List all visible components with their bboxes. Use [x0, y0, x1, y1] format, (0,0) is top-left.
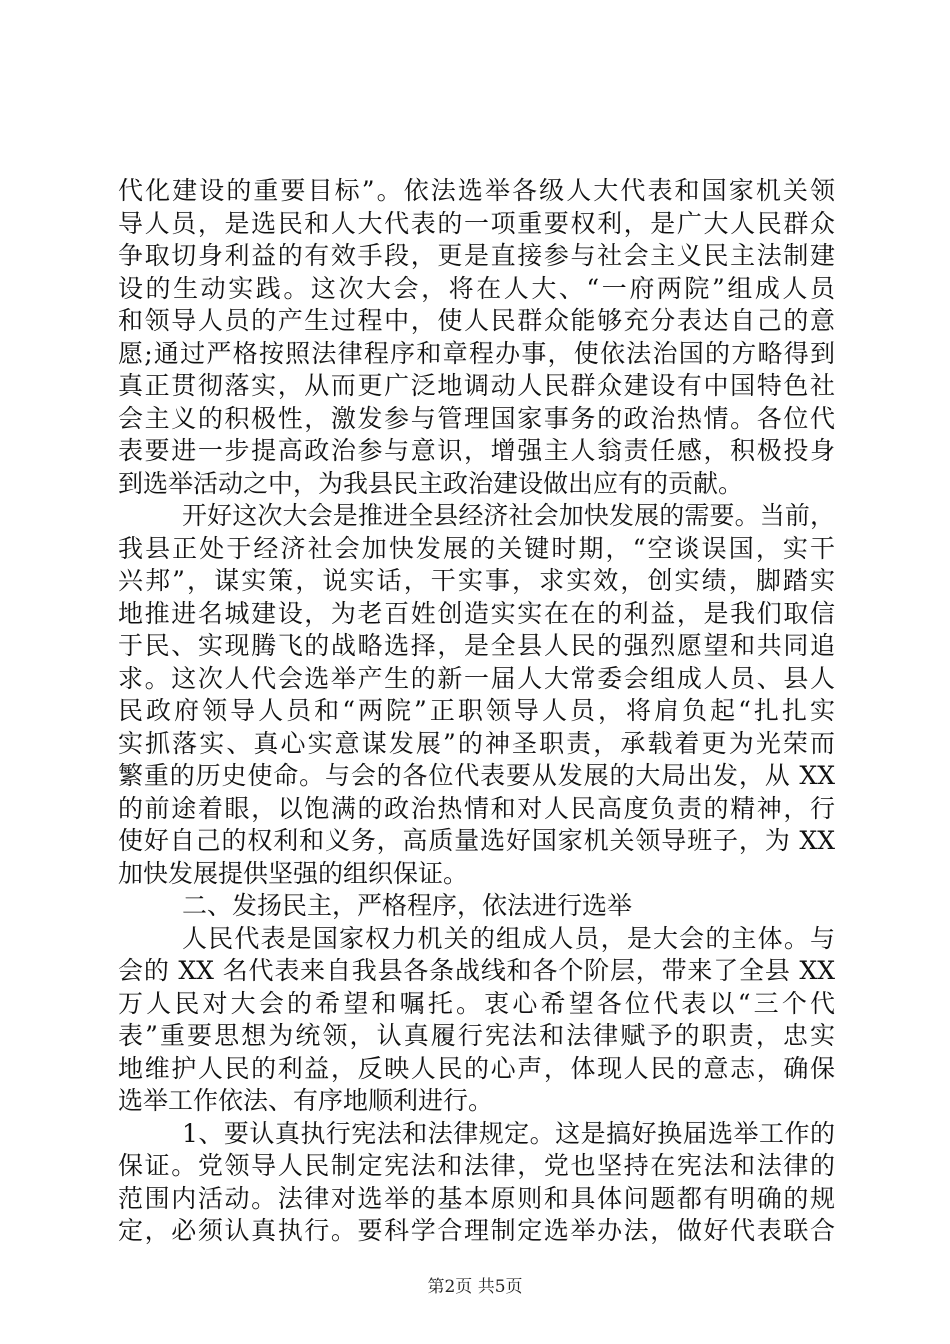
- text-line: 开好这次大会是推进全县经济社会加快发展的需要。当前，: [182, 501, 835, 530]
- text-line: 范围内活动。法律对选举的基本原则和具体问题都有明确的规: [118, 1183, 835, 1213]
- text-line: 定，必须认真执行。要科学合理制定选举办法，做好代表联合: [118, 1216, 835, 1245]
- text-line: 和领导人员的产生过程中，使人民群众能够充分表达自己的意: [118, 306, 835, 335]
- text-line: 愿;通过严格按照法律程序和章程办事，使依法治国的方略得到: [118, 338, 835, 368]
- text-line: 地维护人民的利益，反映人民的心声，体现人民的意志，确保: [118, 1053, 835, 1083]
- text-line: 使好自己的权利和义务，高质量选好国家机关领导班子，为 XX: [118, 826, 835, 855]
- text-line: 我县正处于经济社会加快发展的关键时期，“空谈误国，实干: [118, 533, 835, 563]
- text-line: 的前途着眼，以饱满的政治热情和对人民高度负责的精神，行: [118, 793, 835, 823]
- text-line: 人民代表是国家权力机关的组成人员，是大会的主体。与: [182, 923, 835, 953]
- text-line: 实抓落实、真心实意谋发展”的神圣职责，承载着更为光荣而: [118, 728, 835, 758]
- text-line: 会的 XX 名代表来自我县各条战线和各个阶层，带来了全县 XX: [118, 956, 835, 985]
- text-line: 到选举活动之中，为我县民主政治建设做出应有的贡献。: [118, 468, 744, 498]
- text-line: 加快发展提供坚强的组织保证。: [118, 858, 469, 888]
- text-line: 设的生动实践。这次大会，将在人大、“一府两院”组成人员: [118, 273, 835, 303]
- text-line: 二、发扬民主，严格程序，依法进行选举: [182, 891, 633, 920]
- text-line: 代化建设的重要目标”。依法选举各级人大代表和国家机关领: [118, 176, 835, 205]
- document-body: [118, 175, 835, 1248]
- text-line: 导人员，是选民和人大代表的一项重要权利，是广大人民群众: [118, 208, 835, 238]
- text-line: 繁重的历史使命。与会的各位代表要从发展的大局出发，从 XX: [118, 761, 835, 790]
- text-line: 选举工作依法、有序地顺利进行。: [118, 1086, 494, 1115]
- text-line: 表”重要思想为统领，认真履行宪法和法律赋予的职责，忠实: [118, 1021, 835, 1050]
- text-line: 表要进一步提高政治参与意识，增强主人翁责任感，积极投身: [118, 436, 835, 465]
- text-line: 于民、实现腾飞的战略选择，是全县人民的强烈愿望和共同追: [118, 631, 835, 660]
- text-line: 求。这次人代会选举产生的新一届人大常委会组成人员、县人: [118, 663, 835, 693]
- text-line: 争取切身利益的有效手段，更是直接参与社会主义民主法制建: [118, 241, 835, 270]
- text-line: 民政府领导人员和“两院”正职领导人员，将肩负起“扎扎实: [118, 696, 835, 725]
- text-line: 会主义的积极性，激发参与管理国家事务的政治热情。各位代: [118, 403, 835, 433]
- text-line: 真正贯彻落实，从而更广泛地调动人民群众建设有中国特色社: [118, 371, 835, 400]
- text-line: 兴邦”，谋实策，说实话，干实事，求实效，创实绩，脚踏实: [118, 566, 835, 595]
- text-line: 万人民对大会的希望和嘱托。衷心希望各位代表以“三个代: [118, 988, 835, 1018]
- page-footer: 第2页 共5页: [427, 1277, 523, 1297]
- text-line: 保证。党领导人民制定宪法和法律，党也坚持在宪法和法律的: [118, 1151, 835, 1180]
- text-line: 1、要认真执行宪法和法律规定。这是搞好换届选举工作的: [182, 1118, 835, 1148]
- text-line: 地推进名城建设，为老百姓创造实实在在的利益，是我们取信: [118, 598, 835, 628]
